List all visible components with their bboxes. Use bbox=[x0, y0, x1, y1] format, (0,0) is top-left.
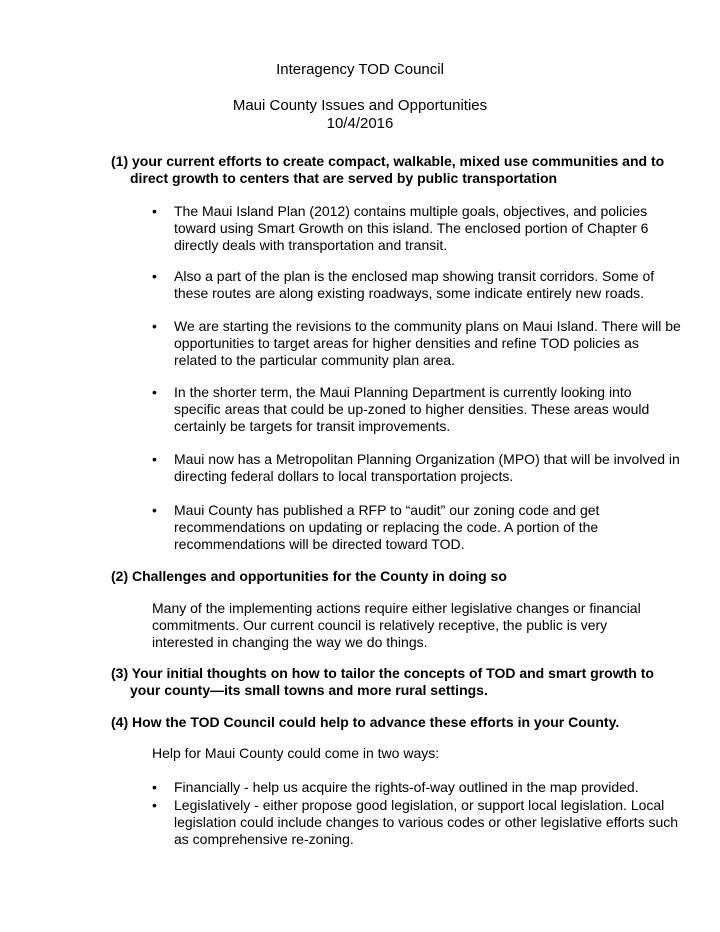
section-1-bullet-4 bbox=[152, 384, 682, 435]
section-1-heading-line1: your current efforts to create compact, walkable, mixed use communities and to bbox=[132, 153, 665, 169]
bullet-dot: • bbox=[152, 502, 157, 518]
bullet-dot: • bbox=[152, 797, 157, 813]
section-4-bullet-1 bbox=[152, 779, 682, 796]
section-2-paragraph: Many of the implementing actions require either legislative changes or financial commitments. Our current council is relatively receptive, the public is very interested in changing the way we do things. bbox=[152, 600, 641, 650]
section-1-heading-line2: direct growth to centers that are served by public transportation bbox=[130, 170, 558, 186]
section-4-number: (4) bbox=[111, 714, 129, 730]
bullet-text: In the shorter term, the Maui Planning Department is currently looking into specific areas that could be up-zoned to higher densities. These areas would certainly be targets for transit improvements. bbox=[174, 384, 650, 434]
section-4-heading-line1: How the TOD Council could help to advance these efforts in your County. bbox=[132, 714, 620, 730]
section-1-bullet-3 bbox=[152, 318, 682, 369]
section-2-heading-line1: Challenges and opportunities for the County in doing so bbox=[132, 568, 507, 584]
section-4-bullet-2 bbox=[152, 797, 682, 848]
document-date: 10/4/2016 bbox=[326, 115, 394, 132]
bullet-text: Also a part of the plan is the enclosed map showing transit corridors. Some of these routes are along existing roadways, some indicate entirely new roads. bbox=[174, 268, 655, 301]
bullet-text: Legislatively - either propose good legislation, or support local legislation. Local legislation could include changes to various codes or other legislative efforts such as comprehensive re-zoning. bbox=[174, 797, 679, 847]
document-subtitle: Maui County Issues and Opportunities bbox=[232, 97, 488, 114]
bullet-text: Maui now has a Metropolitan Planning Organization (MPO) that will be involved in directing federal dollars to local transportation projects. bbox=[174, 451, 680, 484]
section-1-bullet-6 bbox=[152, 502, 682, 553]
bullet-text: The Maui Island Plan (2012) contains multiple goals, objectives, and policies toward using Smart Growth on this island. The enclosed portion of Chapter 6 directly deals with transportation and transit. bbox=[174, 203, 649, 253]
section-1-bullet-5 bbox=[152, 451, 682, 485]
bullet-dot: • bbox=[152, 451, 157, 467]
bullet-text: Financially - help us acquire the rights-of-way outlined in the map provided. bbox=[174, 779, 639, 795]
section-1-number: (1) bbox=[111, 153, 129, 169]
section-1-heading bbox=[111, 153, 686, 187]
bullet-dot: • bbox=[152, 318, 157, 334]
bullet-dot: • bbox=[152, 779, 157, 795]
section-3-heading bbox=[111, 665, 686, 699]
section-1-bullet-2 bbox=[152, 268, 682, 302]
section-1-bullet-1 bbox=[152, 203, 682, 254]
section-3-heading-line1: Your initial thoughts on how to tailor the concepts of TOD and smart growth to bbox=[131, 665, 654, 681]
bullet-dot: • bbox=[152, 268, 157, 284]
bullet-text: We are starting the revisions to the community plans on Maui Island. There will be opportunities to target areas for higher densities and refine TOD policies as related to the particular community plan area. bbox=[174, 318, 681, 368]
document-title: Interagency TOD Council bbox=[276, 61, 444, 78]
bullet-dot: • bbox=[152, 203, 157, 219]
section-3-number: (3) bbox=[111, 665, 129, 681]
section-3-heading-line2: your county—its small towns and more rural settings. bbox=[130, 682, 488, 698]
bullet-dot: • bbox=[152, 384, 157, 400]
section-4-heading bbox=[111, 714, 686, 731]
section-4-paragraph: Help for Maui County could come in two ways: bbox=[152, 745, 440, 761]
section-2-heading bbox=[111, 568, 686, 585]
bullet-text: Maui County has published a RFP to “audit” our zoning code and get recommendations on updating or replacing the code. A portion of the recommendations will be directed toward TOD. bbox=[174, 502, 600, 552]
section-2-number: (2) bbox=[111, 568, 129, 584]
